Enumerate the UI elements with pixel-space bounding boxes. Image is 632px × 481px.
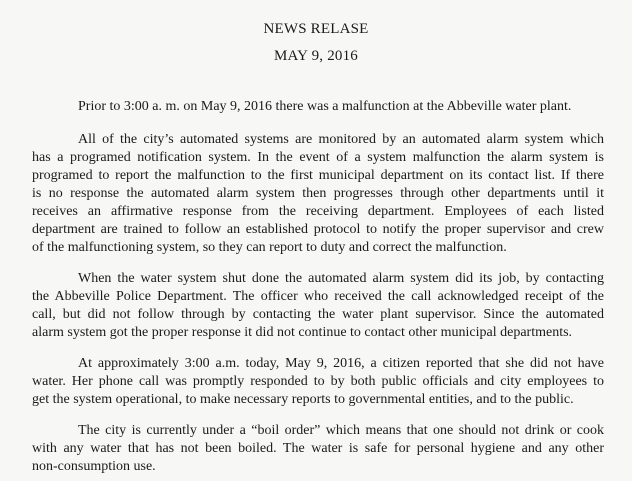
paragraph-line: has a programed notification system. In the event of a system malfunction the alarm system is xyxy=(32,150,604,165)
paragraph-line: non-consumption use. xyxy=(32,459,156,474)
paragraph-line: alarm system got the proper response it did not continue to contact other municipal departments. xyxy=(32,325,573,340)
paragraph-line: programed to report the malfunction to the first municipal department on its contact list. If there xyxy=(32,168,604,183)
paragraph-line: All of the city’s automated systems are monitored by an automated alarm system which xyxy=(78,132,604,147)
paragraph-line: water. Her phone call was promptly responded to by both public officials and city employees to xyxy=(32,374,604,389)
paragraph-line: the Abbeville Police Department. The officer who received the call acknowledged receipt of the xyxy=(32,289,604,304)
paragraph-line: The city is currently under a “boil order” which means that one should not drink or cook xyxy=(78,423,604,438)
paragraph-line: At approximately 3:00 a.m. today, May 9, 2016, a citizen reported that she did not have xyxy=(78,356,604,371)
paragraph-line: receives an affirmative response from the receiving department. Employees of each listed xyxy=(32,204,604,219)
paragraph-line: call, but did not follow through by contacting the water plant supervisor. Since the automated xyxy=(32,307,604,322)
document-date: MAY 9, 2016 xyxy=(273,48,359,64)
paragraph-line: When the water system shut done the automated alarm system did its job, by contacting xyxy=(78,271,604,286)
paragraph-line: department are trained to follow an established protocol to notify the proper supervisor and crew xyxy=(32,222,604,237)
paragraph-line: of the malfunctioning system, so they can report to duty and correct the malfunction. xyxy=(32,240,507,255)
paragraph-line: is no response the automated alarm system then progresses through other departments until it xyxy=(32,186,604,201)
paragraph-line: get the system operational, to make necessary reports to governmental entities, and to the public. xyxy=(32,392,574,407)
paragraph-line: with any water that has not been boiled. The water is safe for personal hygiene and any other xyxy=(32,441,604,456)
paragraph-line: Prior to 3:00 a. m. on May 9, 2016 there was a malfunction at the Abbeville water plant. xyxy=(78,99,572,114)
document-title: NEWS RELASE xyxy=(263,21,369,37)
